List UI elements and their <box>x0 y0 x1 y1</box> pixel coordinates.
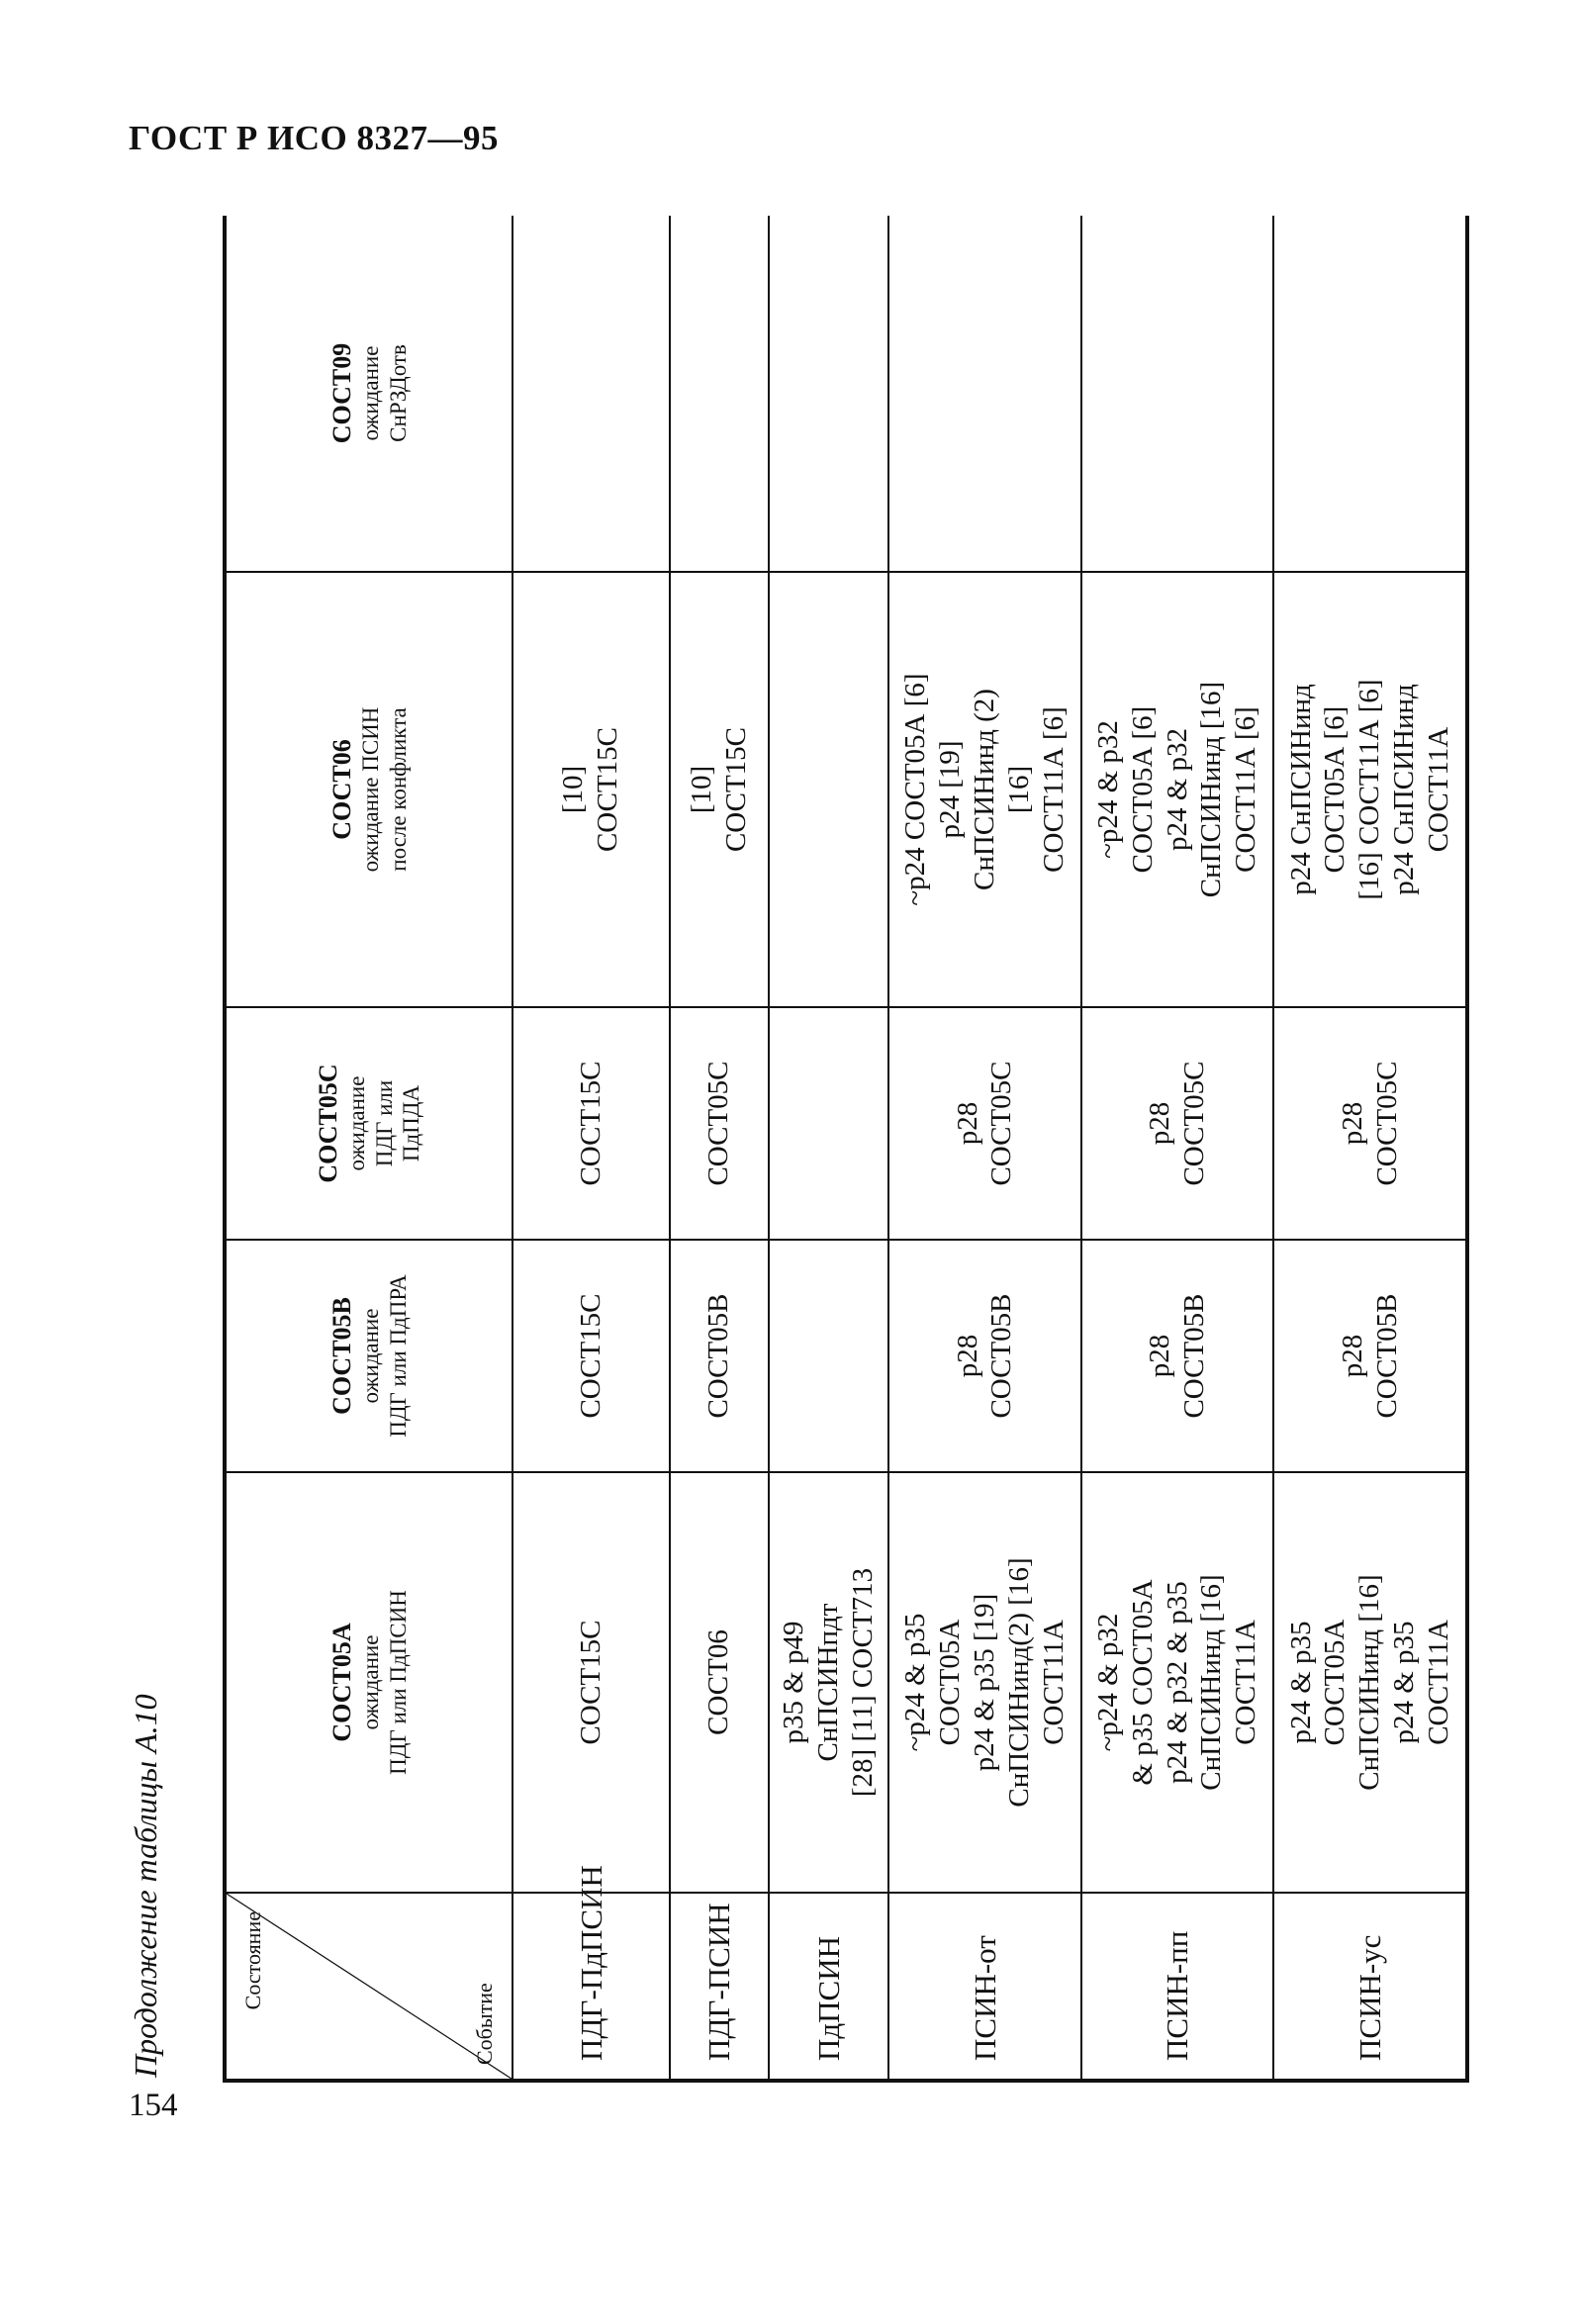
corner-header-cell <box>225 1893 512 2081</box>
transition-line: СнПСИНпдт <box>812 1603 845 1762</box>
transition-cell <box>512 1472 670 1893</box>
state-description: ПДГ или ПдПСИН <box>385 1590 411 1775</box>
transition-cell <box>670 1007 769 1240</box>
transition-cell <box>769 216 888 572</box>
state-code: СОСТ06 <box>326 739 356 840</box>
transition-cell <box>1081 572 1274 1007</box>
transition-line: СОСТ05С <box>985 1061 1018 1186</box>
transition-cell <box>1081 1007 1274 1240</box>
transition-line: СОСТ15С <box>574 1620 606 1745</box>
transition-line: p28 <box>1144 1101 1176 1146</box>
transition-cell <box>1273 1240 1467 1472</box>
transition-line: ~p24 СОСТ05А [6] <box>899 673 932 906</box>
state-description: ПДГ или ПдПРА <box>385 1274 411 1438</box>
transition-line: p24 СнПСИНинд <box>1284 684 1317 895</box>
state-code: СОСТ09 <box>326 342 356 444</box>
page-number: 154 <box>129 2088 178 2123</box>
transition-line: ~p24 & p35 <box>899 1613 932 1752</box>
transition-line: ~p24 & p32 <box>1091 1613 1124 1752</box>
transition-cell <box>888 216 1081 572</box>
transition-line: [16] <box>1002 765 1035 814</box>
event-cell: ПДГ-ПСИН <box>670 1893 769 2081</box>
transition-line: p24 & p32 & p35 <box>1161 1581 1193 1784</box>
transition-line: СОСТ05В <box>1370 1293 1403 1419</box>
document-title: ГОСТ Р ИСО 8327—95 <box>129 119 500 157</box>
transition-cell <box>888 1472 1081 1893</box>
transition-line: СОСТ05А [6] <box>1126 705 1159 874</box>
transition-cell <box>670 216 769 572</box>
transition-cell <box>888 1007 1081 1240</box>
event-cell: ПСИН-пп <box>1081 1893 1274 2081</box>
transition-line: СнПСИНинд(2) [16] <box>1002 1557 1035 1808</box>
column-header <box>225 1240 512 1472</box>
event-cell: ПДГ-ПдПСИН <box>512 1893 670 2081</box>
transition-cell <box>769 1240 888 1472</box>
state-description: ожидание ПСИН <box>357 706 383 873</box>
table-row <box>769 216 888 2081</box>
transition-line: p28 <box>951 1334 983 1378</box>
transition-line: СнПСИНинд (2) <box>968 689 1000 890</box>
header-row <box>225 216 512 2081</box>
transition-line: СОСТ11А [6] <box>1037 706 1070 873</box>
state-description: после конфликта <box>385 707 411 872</box>
transition-cell <box>1081 1472 1274 1893</box>
transition-line: p24 [19] <box>934 740 967 839</box>
column-header <box>225 1007 512 1240</box>
rotated-table-wrapper <box>223 218 1469 2083</box>
transition-line: СОСТ11А <box>1422 1620 1454 1745</box>
transition-line: СОСТ05А [6] <box>1319 705 1351 874</box>
transition-cell <box>512 216 670 572</box>
transition-line: СОСТ11А <box>1422 726 1454 853</box>
transition-cell <box>670 1472 769 1893</box>
state-transition-table <box>223 216 1469 2083</box>
transition-line: ~p24 & p32 <box>1091 720 1124 859</box>
transition-line: СОСТ05В <box>1177 1293 1210 1419</box>
table-caption: Продолжение таблицы А.10 <box>128 1694 163 2078</box>
event-cell: ПСИН-ус <box>1273 1893 1467 2081</box>
transition-line: СОСТ05А <box>1319 1619 1351 1746</box>
transition-line: p28 <box>951 1101 983 1146</box>
transition-cell <box>670 572 769 1007</box>
transition-cell <box>888 572 1081 1007</box>
transition-line: p28 <box>1336 1334 1368 1378</box>
state-code: СОСТ05А <box>326 1623 356 1742</box>
transition-line: СОСТ15С <box>719 726 752 853</box>
transition-line: СнПСИНинд [16] <box>1195 1574 1228 1791</box>
table-row <box>670 216 769 2081</box>
diagonal-divider-line <box>227 1894 512 2079</box>
event-axis-label: Событие <box>471 1983 497 2065</box>
transition-line: СОСТ05В <box>702 1293 735 1419</box>
transition-cell <box>1273 1472 1467 1893</box>
state-description: СнРЗДотв <box>385 344 411 442</box>
transition-line: p35 & p49 <box>778 1621 810 1744</box>
transition-line: СнПСИНинд [16] <box>1195 681 1228 898</box>
transition-line: СОСТ05В <box>985 1293 1018 1419</box>
transition-cell <box>1273 572 1467 1007</box>
event-cell: ПдПСИН <box>769 1893 888 2081</box>
transition-line: p24 & p35 <box>1388 1621 1421 1744</box>
state-description: ожидание <box>357 1308 383 1404</box>
transition-line: СОСТ05С <box>702 1061 735 1186</box>
transition-cell <box>1081 216 1274 572</box>
transition-line: p28 <box>1336 1101 1368 1146</box>
transition-cell <box>1273 216 1467 572</box>
transition-line: СОСТ05А <box>934 1619 967 1746</box>
state-description: ожидание <box>357 345 383 441</box>
column-header <box>225 216 512 572</box>
state-description: ожидание <box>344 1075 370 1171</box>
transition-line: p24 СнПСИНинд <box>1388 684 1421 895</box>
transition-cell <box>769 1007 888 1240</box>
transition-line: p24 & p32 <box>1161 727 1193 852</box>
transition-line: СОСТ11А [6] <box>1230 706 1262 873</box>
state-description: ожидание <box>357 1634 383 1730</box>
transition-cell <box>512 1240 670 1472</box>
event-cell: ПСИН-от <box>888 1893 1081 2081</box>
state-description: ПДГ или <box>371 1079 397 1167</box>
transition-line: СОСТ11А <box>1230 1620 1262 1745</box>
transition-cell <box>512 1007 670 1240</box>
transition-line: & p35 СОСТ05А <box>1126 1579 1159 1786</box>
transition-line: СОСТ15С <box>574 1293 606 1419</box>
transition-cell <box>769 572 888 1007</box>
transition-cell <box>888 1240 1081 1472</box>
transition-line: СОСТ15С <box>574 1061 606 1186</box>
transition-cell <box>670 1240 769 1472</box>
table-row <box>1273 216 1467 2081</box>
state-axis-label: Состояние <box>240 1911 265 2010</box>
table-row <box>512 216 670 2081</box>
transition-line: [16] СОСТ11А [6] <box>1353 679 1386 900</box>
transition-cell <box>1081 1240 1274 1472</box>
state-description: ПдПДА <box>399 1084 424 1162</box>
state-code: СОСТ05В <box>326 1297 356 1415</box>
transition-cell <box>1273 1007 1467 1240</box>
state-code: СОСТ05С <box>313 1064 342 1183</box>
transition-line: p24 & p35 [19] <box>968 1593 1000 1772</box>
column-header <box>225 572 512 1007</box>
transition-cell <box>512 572 670 1007</box>
transition-line: СОСТ05С <box>1370 1061 1403 1186</box>
transition-line: [10] <box>686 765 717 814</box>
transition-line: СОСТ15С <box>592 726 624 853</box>
transition-cell <box>769 1472 888 1893</box>
transition-line: СОСТ11А <box>1037 1620 1070 1745</box>
transition-line: СОСТ06 <box>702 1629 735 1735</box>
table-row <box>1081 216 1274 2081</box>
transition-line: СОСТ05С <box>1177 1061 1210 1186</box>
transition-line: p28 <box>1144 1334 1176 1378</box>
transition-line: [10] <box>557 765 590 814</box>
table-row <box>888 216 1081 2081</box>
transition-line: p24 & p35 <box>1284 1621 1317 1744</box>
transition-line: [28] [11] СОСТ713 <box>846 1567 879 1798</box>
transition-line: СнПСИНинд [16] <box>1353 1574 1386 1791</box>
column-header <box>225 1472 512 1893</box>
